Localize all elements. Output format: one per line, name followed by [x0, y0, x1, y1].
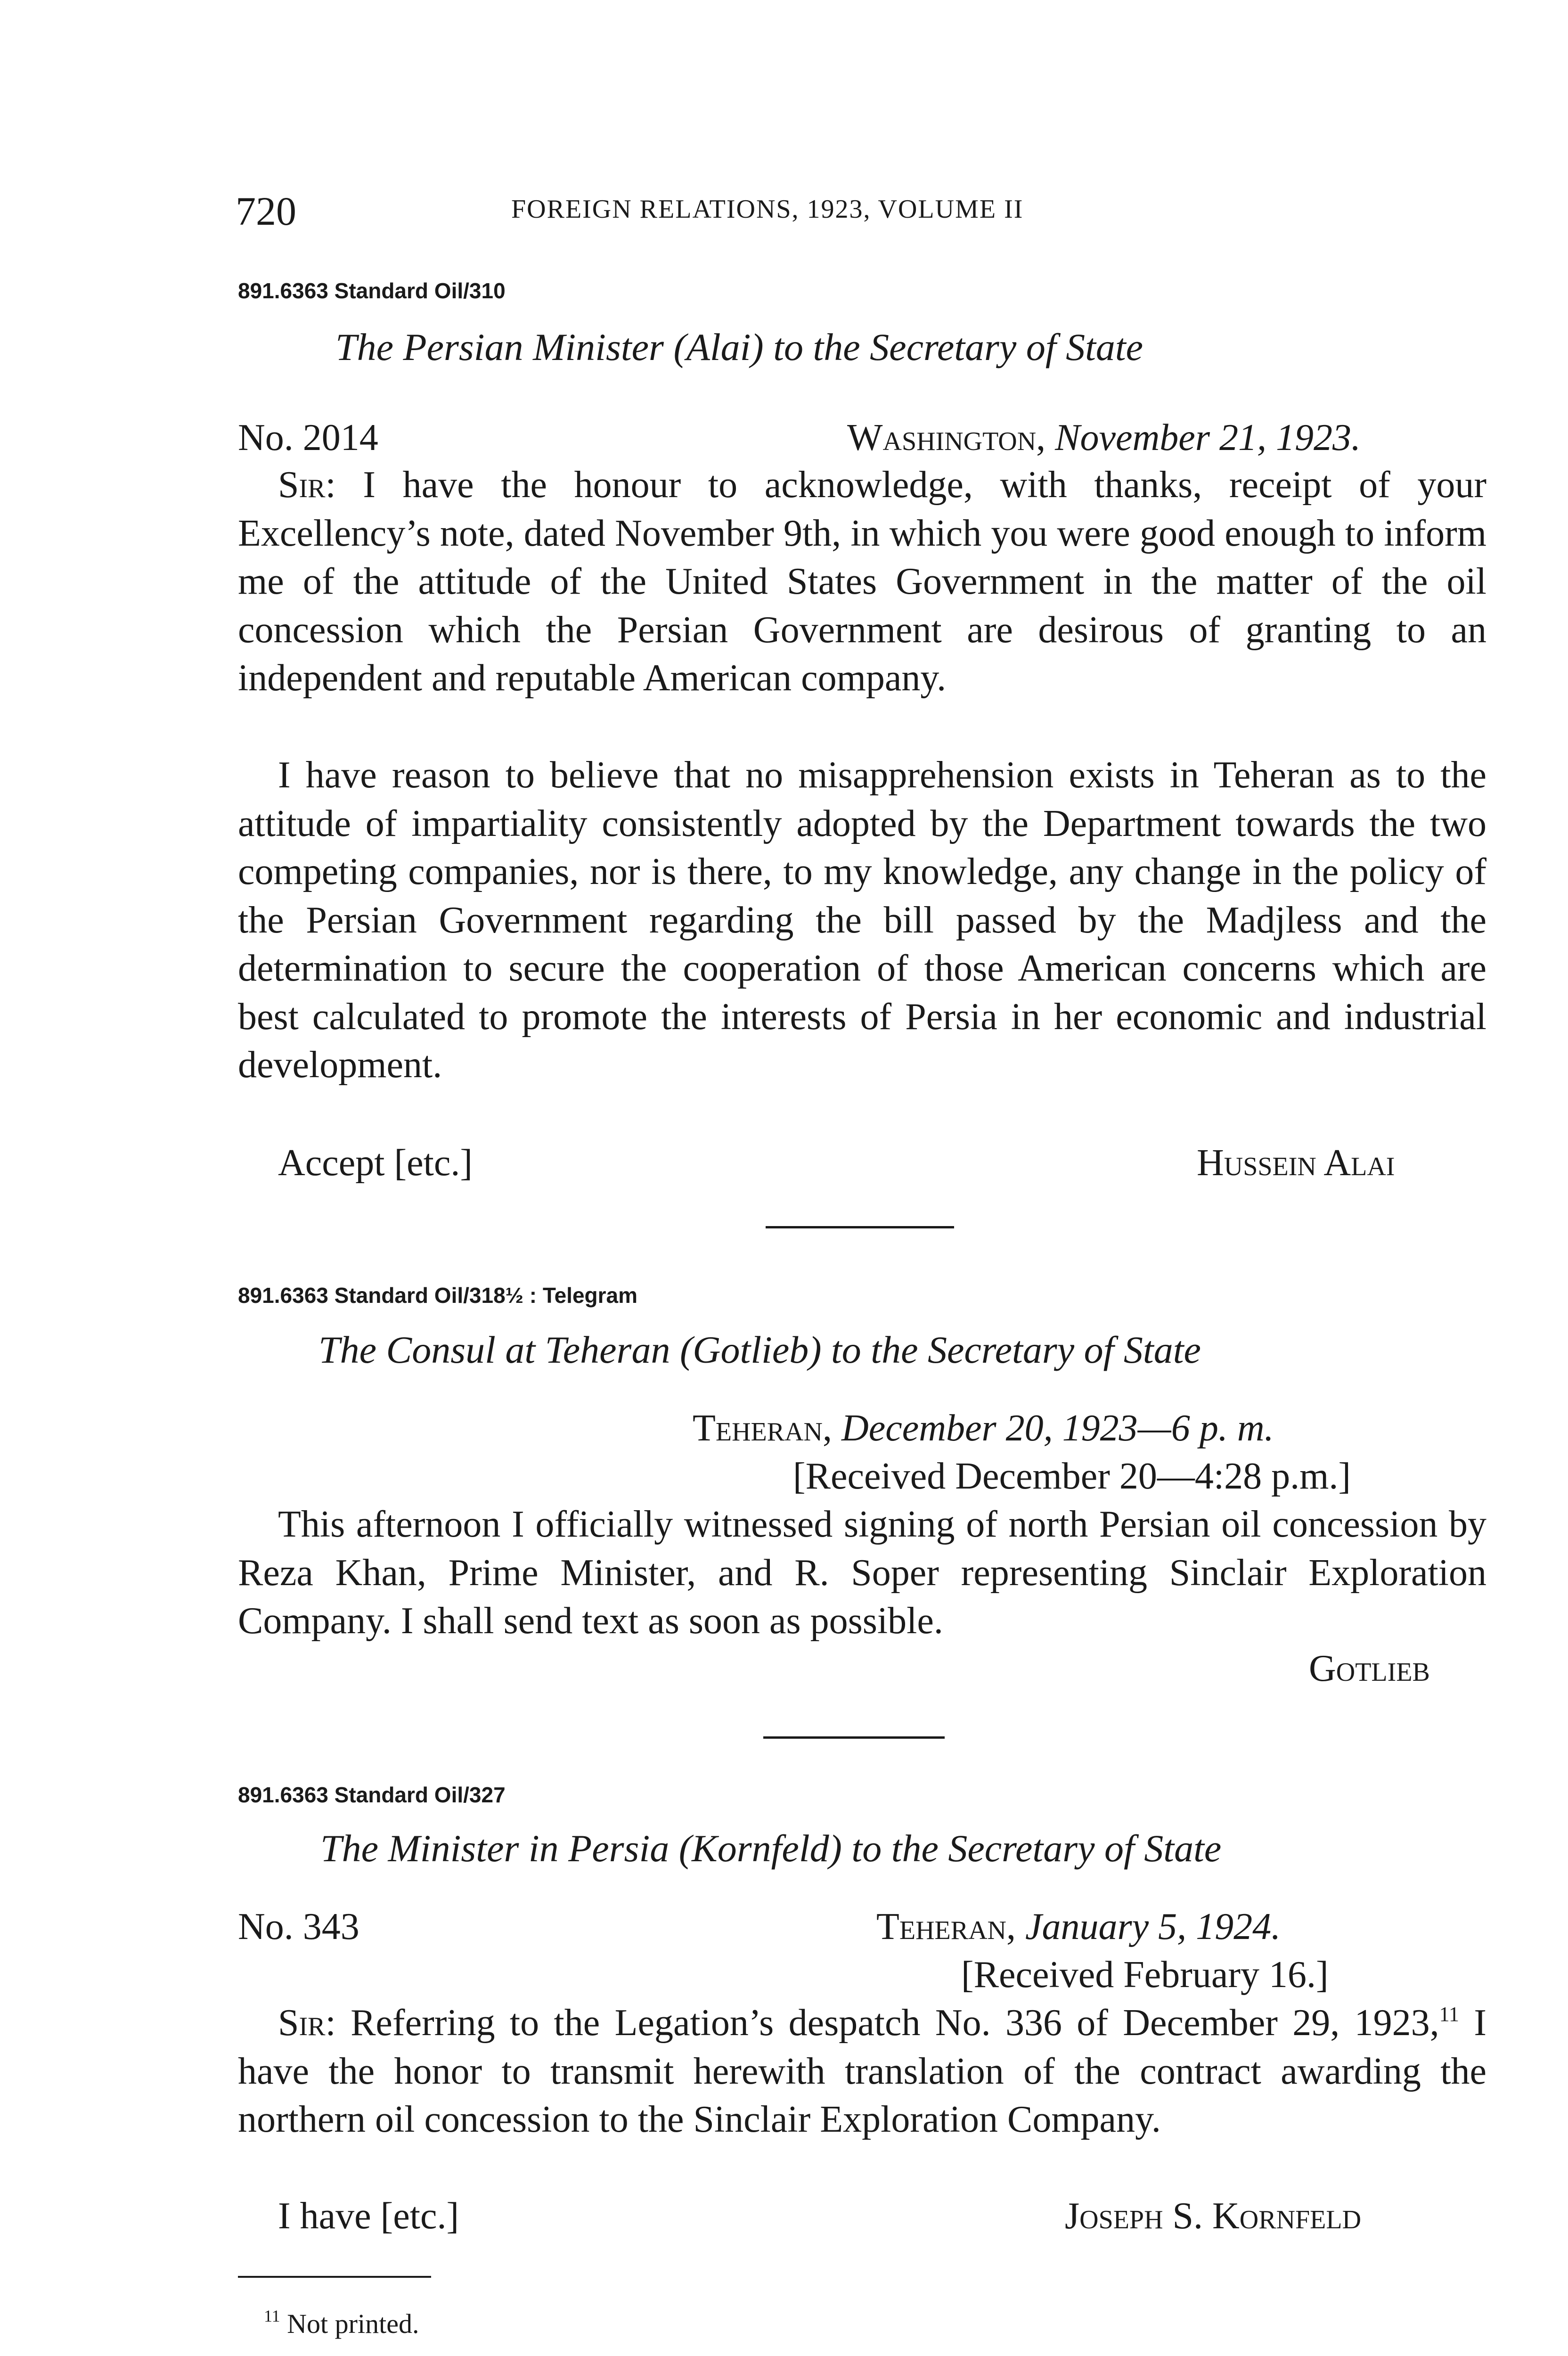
footnote-reference[interactable]: 11	[1439, 2003, 1460, 2026]
received-note: [Received February 16.]	[961, 1954, 1329, 1996]
section-divider	[763, 1736, 945, 1739]
footnote-marker: 11	[264, 2307, 280, 2325]
dateline-date: January 5, 1924.	[1025, 1906, 1281, 1947]
document-heading: The Minister in Persia (Kornfeld) to the Secretary of State	[320, 1827, 1222, 1870]
paragraph-text: This afternoon I officially witnessed signing of north Persian oil concession by Reza Khan, Prime Minister, and R. Soper representing Sinclair Exploration Company. I shall send text as soon as possible.	[238, 1504, 1486, 1642]
closing: I have [etc.]	[278, 2195, 459, 2237]
dateline-date: November 21, 1923.	[1055, 417, 1361, 458]
document-heading: The Persian Minister (Alai) to the Secretary of State	[335, 326, 1143, 368]
dateline-place: Teheran,	[876, 1906, 1016, 1947]
paragraph-text: Referring to the Legation’s despatch No. 336 of December 29, 1923,	[351, 2002, 1439, 2044]
running-title: FOREIGN RELATIONS, 1923, VOLUME II	[511, 195, 1024, 224]
dateline-date: December 20, 1923—6 p. m.	[841, 1407, 1274, 1449]
file-reference: 891.6363 Standard Oil/327	[238, 1783, 506, 1807]
dateline	[876, 1903, 1281, 1951]
footnote-text: Not printed.	[287, 2308, 419, 2339]
document-heading: The Consul at Teheran (Gotlieb) to the Secretary of State	[318, 1328, 1201, 1371]
salutation: Sir:	[278, 2002, 336, 2044]
section-divider	[766, 1226, 954, 1228]
paragraph	[238, 461, 1486, 703]
paragraph	[238, 751, 1486, 1089]
salutation: Sir:	[278, 464, 336, 506]
despatch-number: No. 343	[238, 1906, 359, 1947]
dateline-place: Washington,	[847, 417, 1046, 458]
file-reference: 891.6363 Standard Oil/310	[238, 278, 506, 303]
footnote	[264, 2308, 419, 2340]
dateline	[847, 414, 1361, 462]
closing: Accept [etc.]	[278, 1142, 473, 1184]
paragraph-text: I have the honor to transmit herewith translation of the contract awarding the northern oil concession to the Sinclair Exploration Company.	[238, 2002, 1486, 2140]
file-reference: 891.6363 Standard Oil/318½ : Telegram	[238, 1283, 638, 1308]
paragraph-text: I have reason to believe that no misapprehension exists in Teheran as to the attitude of impartiality consistently adopted by the Department towards the two competing companies, nor is there, to my knowledge, any change in the policy of the Persian Government regarding the bill passed by the Madjless and the determination to secure the cooperation of those American concerns which are best calculated to promote the interests of Persia in her economic and industrial development.	[238, 754, 1486, 1086]
received-note: [Received December 20—4:28 p.m.]	[793, 1456, 1351, 1497]
signature: Hussein Alai	[1197, 1142, 1395, 1184]
signature: Gotlieb	[1309, 1648, 1430, 1689]
page-number: 720	[236, 188, 296, 234]
signature: Joseph S. Kornfeld	[1065, 2195, 1362, 2237]
footnote-rule	[238, 2276, 431, 2278]
dateline	[693, 1404, 1274, 1452]
despatch-number: No. 2014	[238, 417, 378, 458]
paragraph	[238, 1500, 1486, 1645]
paragraph	[238, 1999, 1486, 2144]
dateline-place: Teheran,	[693, 1407, 832, 1449]
paragraph-text: I have the honour to acknowledge, with thanks, receipt of your Excellency’s note, dated November 9th, in which you were good enough to inform me of the attitude of the United States Government in the matter of the oil concession which the Persian Government are desirous of granting to an independent and reputable American company.	[238, 464, 1487, 699]
